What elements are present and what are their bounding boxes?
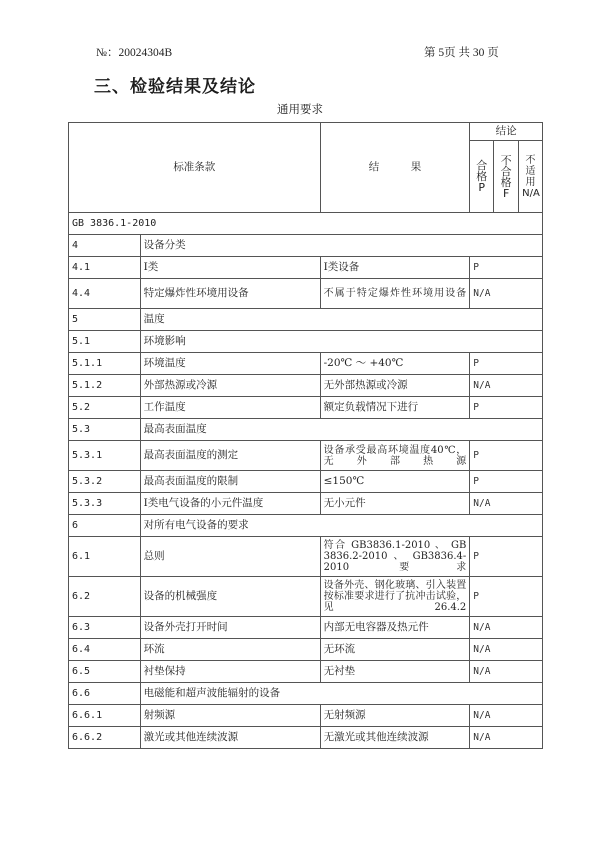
clause-title: Ⅰ类电气设备的小元件温度 — [140, 493, 320, 515]
verdict: P — [470, 397, 543, 419]
table-group-row — [69, 235, 543, 257]
result-text: 符合 GB3836.1-2010 、 GB 3836.2-2010 、 GB3836.4-2010 要求 — [320, 537, 470, 577]
clause-title: 最高表面温度的限制 — [140, 471, 320, 493]
clause-title: 电磁能和超声波能辐射的设备 — [140, 683, 542, 705]
table-group-row — [69, 683, 543, 705]
result-text: -20℃ ～ +40℃ — [320, 353, 470, 375]
clause-number: 4.1 — [69, 257, 141, 279]
clause-title: 外部热源或冷源 — [140, 375, 320, 397]
clause-title: 对所有电气设备的要求 — [140, 515, 542, 537]
fail-header-char: 合 — [500, 164, 512, 178]
verdict: N/A — [470, 661, 543, 683]
pass-header-char: P — [478, 181, 486, 194]
verdict: P — [470, 353, 543, 375]
table-group-row — [69, 331, 543, 353]
result-text: 设备外壳、钢化玻璃、引入装置按标准要求进行了抗冲击试验，见 26.4.2 — [320, 577, 470, 617]
clause-title: 特定爆炸性环境用设备 — [140, 279, 320, 309]
clause-title: 设备分类 — [140, 235, 542, 257]
clause-number: 5 — [69, 309, 141, 331]
clause-number: 6.4 — [69, 639, 141, 661]
verdict: N/A — [470, 705, 543, 727]
verdict: N/A — [470, 279, 543, 309]
result-text: 无环流 — [320, 639, 470, 661]
header-row-1 — [69, 123, 543, 141]
verdict: P — [470, 441, 543, 471]
na-header — [519, 141, 543, 213]
clause-title: 最高表面温度 — [140, 419, 542, 441]
page-info: 第 5页 共 30 页 — [424, 47, 499, 59]
fail-header — [494, 141, 519, 213]
result-header: 结 果 — [320, 123, 470, 213]
fail-header-char: 格 — [500, 175, 512, 189]
verdict: N/A — [470, 617, 543, 639]
result-text: Ⅰ类设备 — [320, 257, 470, 279]
clause-number: 5.3.1 — [69, 441, 141, 471]
verdict: P — [470, 257, 543, 279]
conclusion-header: 结论 — [470, 123, 543, 141]
clause-number: 5.3 — [69, 419, 141, 441]
table-row — [69, 705, 543, 727]
table-group-row — [69, 419, 543, 441]
table-row — [69, 727, 543, 749]
verdict: N/A — [470, 727, 543, 749]
table-row — [69, 661, 543, 683]
na-header-char: 不 — [525, 154, 536, 166]
clause-number: 6.2 — [69, 577, 141, 617]
verdict: P — [470, 471, 543, 493]
table-group-row — [69, 515, 543, 537]
table-row — [69, 577, 543, 617]
clause-number: 5.1.1 — [69, 353, 141, 375]
clause-title: 温度 — [140, 309, 542, 331]
results-table — [68, 122, 543, 749]
result-text: 不属于特定爆炸性环境用设备 — [320, 279, 470, 309]
clause-number: 5.1.2 — [69, 375, 141, 397]
clause-title: 总则 — [140, 537, 320, 577]
clause-title: 环境影响 — [140, 331, 542, 353]
table-row — [69, 375, 543, 397]
standard-row — [69, 213, 543, 235]
clause-title: 工作温度 — [140, 397, 320, 419]
clause-title: 最高表面温度的测定 — [140, 441, 320, 471]
pass-header-char: 格 — [476, 170, 488, 183]
fail-header-char: F — [502, 186, 510, 200]
clause-number: 6 — [69, 515, 141, 537]
table-row — [69, 493, 543, 515]
clause-number: 5.2 — [69, 397, 141, 419]
section-title: 三、检验结果及结论 — [94, 77, 256, 97]
table-row — [69, 257, 543, 279]
table-row — [69, 279, 543, 309]
clause-title: 环境温度 — [140, 353, 320, 375]
verdict: N/A — [470, 493, 543, 515]
result-text: 额定负载情况下进行 — [320, 397, 470, 419]
table-caption: 通用要求 — [277, 102, 323, 116]
verdict: N/A — [470, 375, 543, 397]
na-header-char: 适 — [525, 165, 536, 177]
na-header-char: N/A — [522, 187, 540, 199]
pass-header — [470, 141, 494, 213]
result-text: 无衬垫 — [320, 661, 470, 683]
clause-title: 设备外壳打开时间 — [140, 617, 320, 639]
pass-header-char: 合 — [476, 159, 488, 172]
table-row — [69, 617, 543, 639]
table-row — [69, 639, 543, 661]
result-text: 设备承受最高环境温度40℃，无外部热源 — [320, 441, 470, 471]
clause-number: 4 — [69, 235, 141, 257]
verdict: P — [470, 537, 543, 577]
clause-number: 6.1 — [69, 537, 141, 577]
result-text: 无射频源 — [320, 705, 470, 727]
table-row — [69, 441, 543, 471]
table-row — [69, 353, 543, 375]
table-row — [69, 397, 543, 419]
standard-label: GB 3836.1-2010 — [69, 213, 543, 235]
clause-number: 6.3 — [69, 617, 141, 639]
table-group-row — [69, 309, 543, 331]
verdict: N/A — [470, 639, 543, 661]
clause-title: 激光或其他连续波源 — [140, 727, 320, 749]
clause-number: 5.3.3 — [69, 493, 141, 515]
clause-number: 5.1 — [69, 331, 141, 353]
clause-number: 6.6 — [69, 683, 141, 705]
clause-number: 6.6.2 — [69, 727, 141, 749]
clause-number: 5.3.2 — [69, 471, 141, 493]
clause-number: 6.5 — [69, 661, 141, 683]
clause-number: 4.4 — [69, 279, 141, 309]
result-text: ≤150℃ — [320, 471, 470, 493]
clause-title: 衬垫保持 — [140, 661, 320, 683]
result-text: 无激光或其他连续波源 — [320, 727, 470, 749]
clause-title: 射频源 — [140, 705, 320, 727]
result-text: 无外部热源或冷源 — [320, 375, 470, 397]
fail-header-char: 不 — [500, 153, 512, 167]
report-number: №：20024304B — [96, 47, 173, 59]
clause-title: 环流 — [140, 639, 320, 661]
result-text: 无小元件 — [320, 493, 470, 515]
clause-number: 6.6.1 — [69, 705, 141, 727]
result-text: 内部无电容器及热元件 — [320, 617, 470, 639]
clause-title: 设备的机械强度 — [140, 577, 320, 617]
table-row — [69, 537, 543, 577]
table-row — [69, 471, 543, 493]
clause-title: Ⅰ类 — [140, 257, 320, 279]
clause-header: 标准条款 — [69, 123, 321, 213]
verdict: P — [470, 577, 543, 617]
na-header-char: 用 — [525, 176, 536, 188]
